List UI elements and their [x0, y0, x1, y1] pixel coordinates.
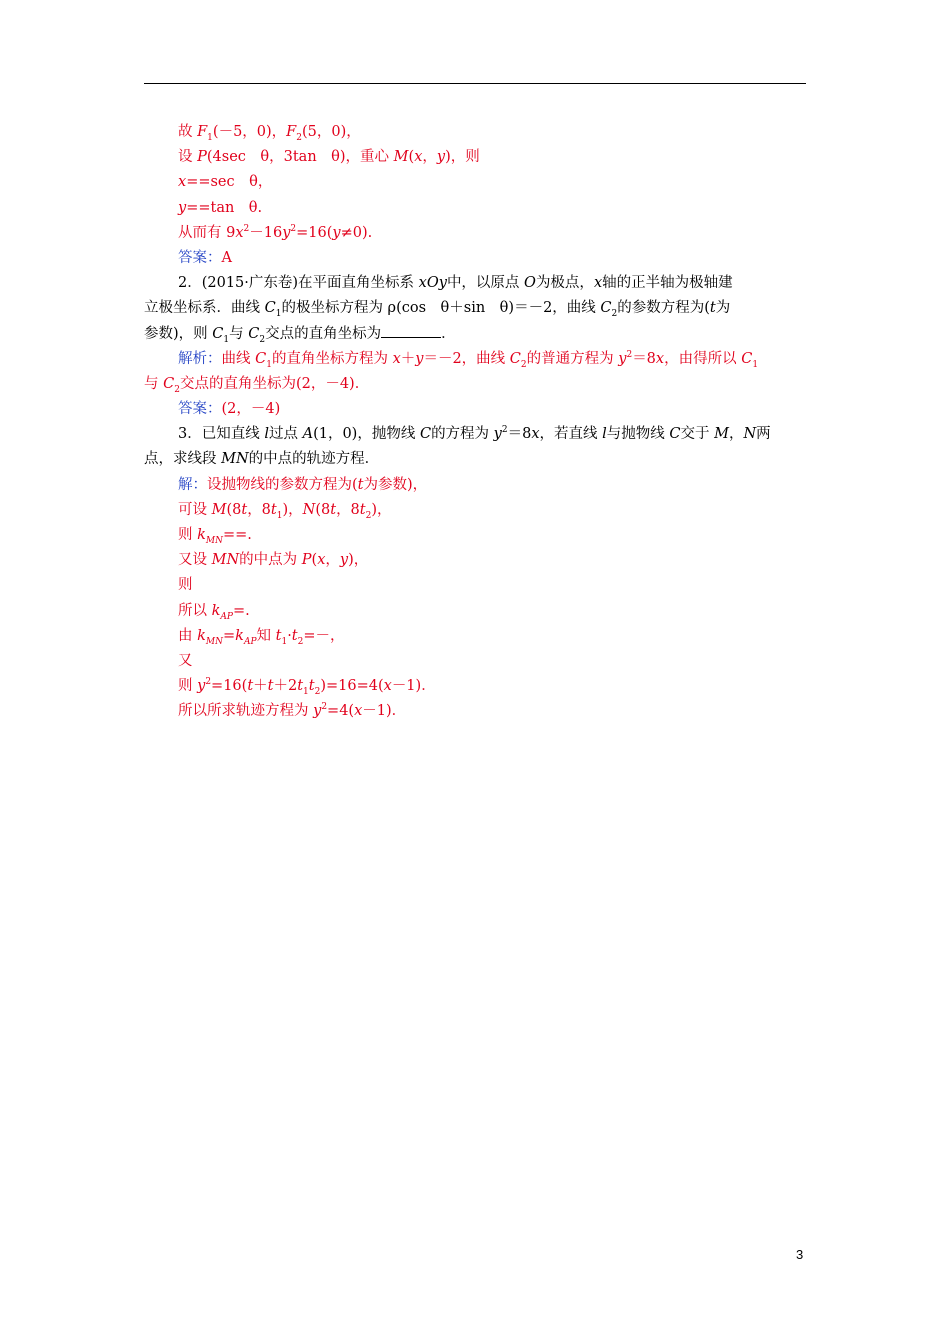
q3-solution-line-2: 可设 M(8t，$8t_1$)，N(8t，$8t_2$)， [178, 501, 392, 521]
q3-solution-line-4: 又设 MN的中点为 P(x，y)， [178, 552, 369, 569]
sol1-answer: 答案：A [178, 249, 232, 266]
q2-solution-line-2: 与 $C_2$交点的直角坐标为(2，－4)． [144, 375, 370, 395]
q2-line-2: 立极坐标系．曲线 $C_1$的极坐标方程为 ρ(cos θ＋sin θ)＝－2，曲线 $C_2$的参数方程为(t为 [144, 300, 731, 320]
q3-line-1: 3．已知直线 l过点 A(1，0)，抛物线 C的方程为 $y^2=8x$，若直线 l与抛物线 C交于 M，N两 [178, 425, 771, 443]
sol1-line-4: y==tan θ. [178, 199, 263, 216]
q3-solution-line-3: 则 $k_{MN}==$. [178, 527, 252, 546]
q3-solution-line-8: 又 [178, 652, 193, 669]
q2-line-1: 2．(2015·广东卷)在平面直角坐标系 xOy中，以原点 O为极点，x轴的正半轴为极轴建 [178, 275, 733, 292]
q2-solution-line-1: 解析：曲线 $C_1$的直角坐标方程为 x＋y＝－2，曲线 $C_2$的普通方程为 $y^2=8x$，由得所以 $C_1$ [178, 349, 759, 370]
q2-answer: 答案：(2，－4) [178, 401, 281, 418]
sol1-line-1: 故 $F_1(-5$，0)，$F_2(5$，0)， [178, 124, 361, 143]
page-content [144, 120, 806, 725]
q3-solution-line-5: 则 [178, 577, 193, 594]
q3-solution-line-10: 所以所求轨迹方程为 $y^2=4(x-1)$． [178, 702, 407, 720]
answer-blank [381, 323, 441, 338]
q3-solution-line-7: 由 $k_{MN}=k_{AP}$知 $t_1\cdot t_2=-$， [178, 627, 345, 647]
q3-solution-line-9: 则 $y^2=16(t+t+2t_1t_2)=16=4(x-1)$． [178, 677, 436, 698]
sol1-line-2: 设 P(4sec θ，3tan θ)，重心 M(x，y)，则 [178, 149, 480, 166]
page-number: 3 [796, 1247, 804, 1262]
header-rule [144, 83, 806, 84]
sol1-line-5: 从而有 $9x^2-16y^2=16(y\ne 0)$. [178, 223, 373, 241]
sol1-line-3: x==sec θ， [178, 174, 273, 191]
q2-line-3: 参数)，则 $C_1$与 $C_2$交点的直角坐标为 ． [144, 322, 806, 347]
q3-line-2: 点，求线段 MN的中点的轨迹方程． [144, 451, 380, 468]
q3-solution-line-1: 解：设抛物线的参数方程为(t为参数)， [178, 476, 428, 493]
q3-solution-line-6: 所以 $k_{AP}=$. [178, 602, 250, 622]
